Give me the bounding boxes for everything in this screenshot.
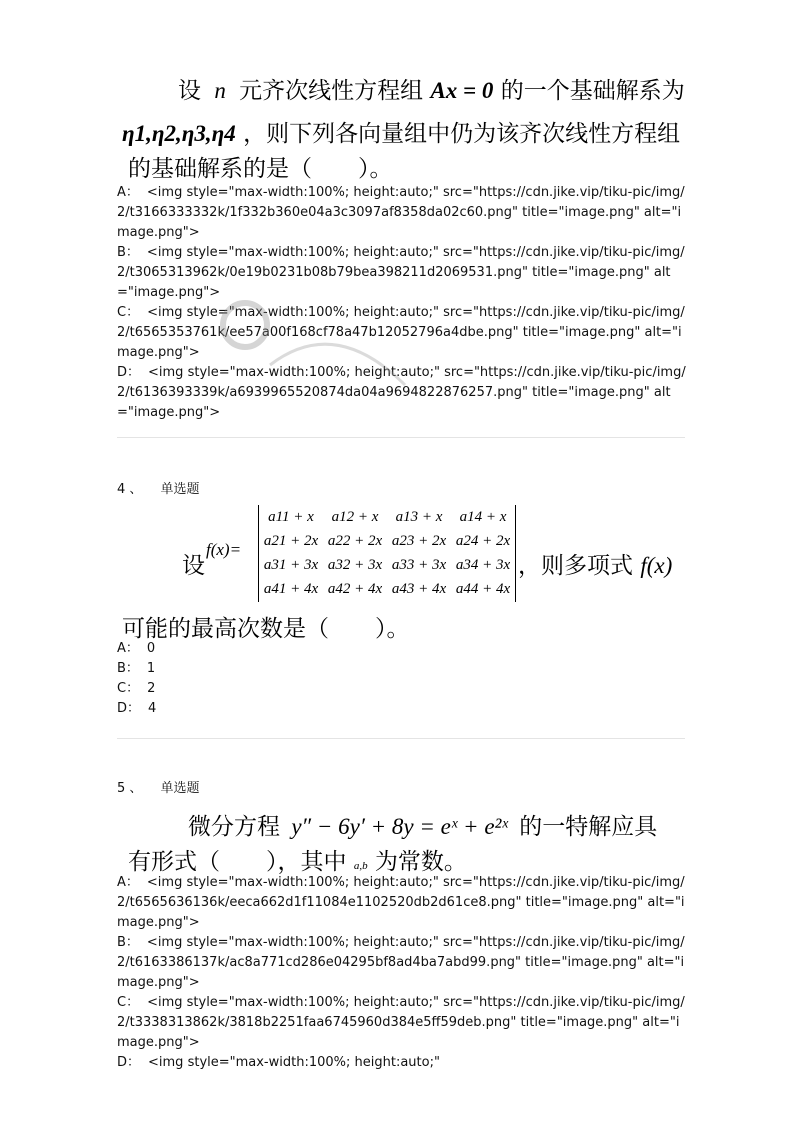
det-cell: a33 + 3x (391, 557, 447, 574)
q4-number: 4 、 (117, 482, 143, 497)
q5-number: 5 、 (117, 781, 143, 796)
q5-stem-text: 的一特解应具 (519, 814, 658, 840)
q5-stem-text: 为常数。 (374, 849, 467, 875)
q3-stem-vectors: η1,η2,η3,η4 (122, 121, 236, 146)
q4-determinant-table (259, 505, 515, 602)
q4-options (117, 639, 687, 719)
q4-type: 单选题 (160, 482, 200, 497)
q4-option-c[interactable] (117, 679, 687, 699)
q5-stem-text: 微分方程 (188, 814, 280, 840)
q3-stem-text: 设 (178, 78, 201, 104)
det-cell: a23 + 2x (391, 532, 447, 549)
q5-stem-text: 有形式（ ），其中 (128, 849, 347, 875)
q4-determinant (258, 505, 516, 602)
det-cell: a12 + x (331, 508, 379, 525)
option-label: C： (117, 995, 140, 1010)
det-cell: a11 + x (268, 508, 314, 525)
q4-stem-text: 设 (182, 553, 205, 579)
q3-stem-line-2 (122, 115, 680, 148)
q4-stem-text: ，则多项式 (518, 553, 633, 579)
det-cell: a44 + 4x (455, 581, 511, 598)
divider (117, 738, 685, 739)
det-cell: a34 + 3x (455, 557, 511, 574)
q5-stem-vars: a,b (353, 860, 368, 872)
option-text: <img style="max-width:100%; height:auto;" src="https://cdn.jike.vip/tiku-pic/img/2/t6565636136k/eeca662d1f11084e1102520db2d61ce8.png" title="image.png" alt="image.png"> (117, 875, 685, 930)
option-text: 2 (147, 681, 156, 696)
det-cell: a24 + 2x (455, 532, 511, 549)
watermark-image (215, 295, 415, 415)
q5-options (117, 873, 687, 1073)
q4-stem-fx: f(x) (640, 553, 673, 578)
option-text: <img style="max-width:100%; height:auto;" (148, 1055, 440, 1070)
q5-option-d[interactable] (117, 1053, 687, 1073)
option-text: <img style="max-width:100%; height:auto;" src="https://cdn.jike.vip/tiku-pic/img/2/t3338313862k/3818b2251faa6745960d384e5ff59deb.png" title="image.png" alt="image.png"> (117, 995, 685, 1050)
det-cell: a21 + 2x (263, 532, 319, 549)
option-label: B： (117, 935, 139, 950)
q5-header (117, 777, 200, 796)
det-cell: a42 + 4x (327, 581, 383, 598)
option-text: <img style="max-width:100%; height:auto;" src="https://cdn.jike.vip/tiku-pic/img/2/t3065313962k/0e19b0231b08b79bea398211d2069531.png" title="image.png" alt="image.png"> (117, 245, 685, 300)
q3-option-a[interactable] (117, 183, 687, 243)
divider (117, 437, 685, 438)
det-cell: a22 + 2x (327, 532, 383, 549)
q5-stem-line-2 (128, 843, 467, 876)
option-label: C： (117, 681, 140, 696)
q5-option-b[interactable] (117, 933, 687, 993)
q3-stem-line-1 (178, 72, 685, 105)
q5-option-c[interactable] (117, 993, 687, 1053)
det-cell: a13 + x (395, 508, 443, 525)
option-text: <img style="max-width:100%; height:auto;" src="https://cdn.jike.vip/tiku-pic/img/2/t3166333332k/1f332b360e04a3c3097af8358da02c60.png" title="image.png" alt="image.png"> (117, 185, 685, 240)
option-text: <img style="max-width:100%; height:auto;" src="https://cdn.jike.vip/tiku-pic/img/2/t6136393339k/a6939965520874da04a9694822876257.png" title="image.png" alt="image.png"> (117, 365, 686, 420)
q4-option-d[interactable] (117, 699, 687, 719)
option-label: A： (117, 875, 139, 890)
option-label: C： (117, 305, 140, 320)
option-label: A： (117, 185, 139, 200)
q5-stem-line-1 (188, 808, 657, 841)
option-text: <img style="max-width:100%; height:auto;" src="https://cdn.jike.vip/tiku-pic/img/2/t6163386137k/ac8a771cd286e04295bf8ad4ba7abd99.png" title="image.png" alt="image.png"> (117, 935, 685, 990)
option-text: 1 (146, 661, 156, 676)
q4-option-b[interactable] (117, 659, 687, 679)
q3-stem-equation: Ax = 0 (430, 78, 494, 103)
q5-option-a[interactable] (117, 873, 687, 933)
option-text: 0 (146, 641, 156, 656)
det-cell: a14 + x (459, 508, 507, 525)
q3-stem-text: 的一个基础解系为 (500, 78, 685, 104)
option-label: D： (117, 1055, 141, 1070)
det-cell: a32 + 3x (327, 557, 383, 574)
option-label: A： (117, 641, 139, 656)
option-label: B： (117, 661, 139, 676)
det-cell: a43 + 4x (391, 581, 447, 598)
q3-option-b[interactable] (117, 243, 687, 303)
q3-stem-var: n (214, 78, 226, 103)
option-label: D： (117, 365, 141, 380)
q3-stem-text: 元齐次线性方程组 (239, 78, 424, 104)
det-cell: a41 + 4x (263, 581, 319, 598)
q3-stem-text: ，则下列各向量组中仍为该齐次线性方程组 (243, 121, 681, 147)
q4-option-a[interactable] (117, 639, 687, 659)
q5-stem-equation: y″ − 6y′ + 8y = eˣ + e²ˣ (291, 814, 508, 839)
option-label: D： (117, 701, 141, 716)
det-cell: a31 + 3x (263, 557, 319, 574)
q4-header (117, 478, 200, 497)
q5-type: 单选题 (160, 781, 200, 796)
q3-stem-line-3: 的基础解系的是（ ）。 (128, 156, 393, 182)
option-text: <img style="max-width:100%; height:auto;" src="https://cdn.jike.vip/tiku-pic/img/2/t6565353761k/ee57a00f168cf78a47b12052796a4dbe.png" title="image.png" alt="image.png"> (117, 305, 685, 360)
option-label: B： (117, 245, 139, 260)
q4-stem-post (518, 547, 672, 580)
q4-stem-fx: f(x)= (206, 540, 242, 559)
q4-stem-line-2: 可能的最高次数是（ ）。 (122, 616, 410, 642)
option-text: 4 (148, 701, 157, 716)
